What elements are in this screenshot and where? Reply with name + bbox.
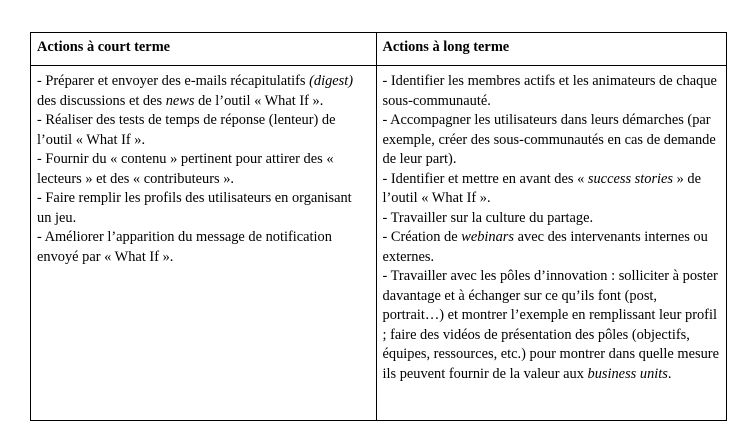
long-term-item	[383, 228, 721, 267]
text-run: avec des intervenants internes ou externes.	[382, 229, 708, 265]
header-short-term: Actions à court terme	[31, 33, 377, 66]
text-run: - Travailler avec les pôles d’innovation : solliciter à poster davantage et à échanger sur ce qu’ils font (post, portrait…) et montrer l’exemple en remplissant leur profil ; faire des vidéos de présentation des pôles (objectifs, équipes, ressources, etc.) pour montrer dans quelle mesure ils peuvent fournir de la valeur aux	[382, 268, 719, 382]
short-term-item	[37, 189, 370, 228]
header-row	[31, 33, 727, 66]
long-term-item	[383, 267, 721, 384]
italic-text: business units	[587, 365, 668, 382]
text-run: de l’outil « What If ».	[194, 92, 324, 109]
body-row	[31, 66, 727, 421]
text-run: - Création de	[382, 229, 462, 245]
header-long-term: Actions à long terme	[376, 33, 727, 66]
short-term-item	[37, 111, 370, 150]
text-run: des discussions et des	[37, 92, 166, 109]
italic-text: (digest)	[309, 73, 354, 89]
text-run: - Améliorer l’apparition du message de notification envoyé par « What If ».	[37, 229, 332, 265]
long-term-item	[383, 209, 721, 229]
text-run: - Préparer et envoyer des e-mails récapitulatifs	[37, 73, 310, 89]
text-run: - Identifier et mettre en avant des «	[382, 170, 588, 187]
italic-text: news	[165, 92, 195, 109]
long-term-item	[383, 111, 721, 170]
text-run: .	[667, 365, 672, 382]
text-run: » de l’outil « What If ».	[382, 170, 702, 206]
text-run: - Fournir du « contenu » pertinent pour attirer des « lecteurs » et des « contributeurs ».	[37, 151, 334, 187]
text-run: - Accompagner les utilisateurs dans leurs démarches (par exemple, créer des sous-communautés en cas de demande de leur part).	[382, 112, 716, 167]
actions-table	[30, 32, 727, 421]
short-term-item	[37, 150, 370, 189]
italic-text: webinars	[461, 229, 515, 245]
italic-text: success stories	[587, 170, 674, 187]
long-term-item	[383, 72, 721, 111]
short-term-cell	[31, 66, 377, 421]
short-term-item	[37, 228, 370, 267]
text-run: - Identifier les membres actifs et les animateurs de chaque sous-communauté.	[382, 73, 717, 109]
text-run: - Travailler sur la culture du partage.	[382, 209, 594, 226]
text-run: - Faire remplir les profils des utilisateurs en organisant un jeu.	[37, 190, 352, 226]
long-term-item	[383, 170, 721, 209]
text-run: - Réaliser des tests de temps de réponse (lenteur) de l’outil « What If ».	[37, 112, 336, 148]
short-term-item	[37, 72, 370, 111]
long-term-cell	[376, 66, 727, 421]
